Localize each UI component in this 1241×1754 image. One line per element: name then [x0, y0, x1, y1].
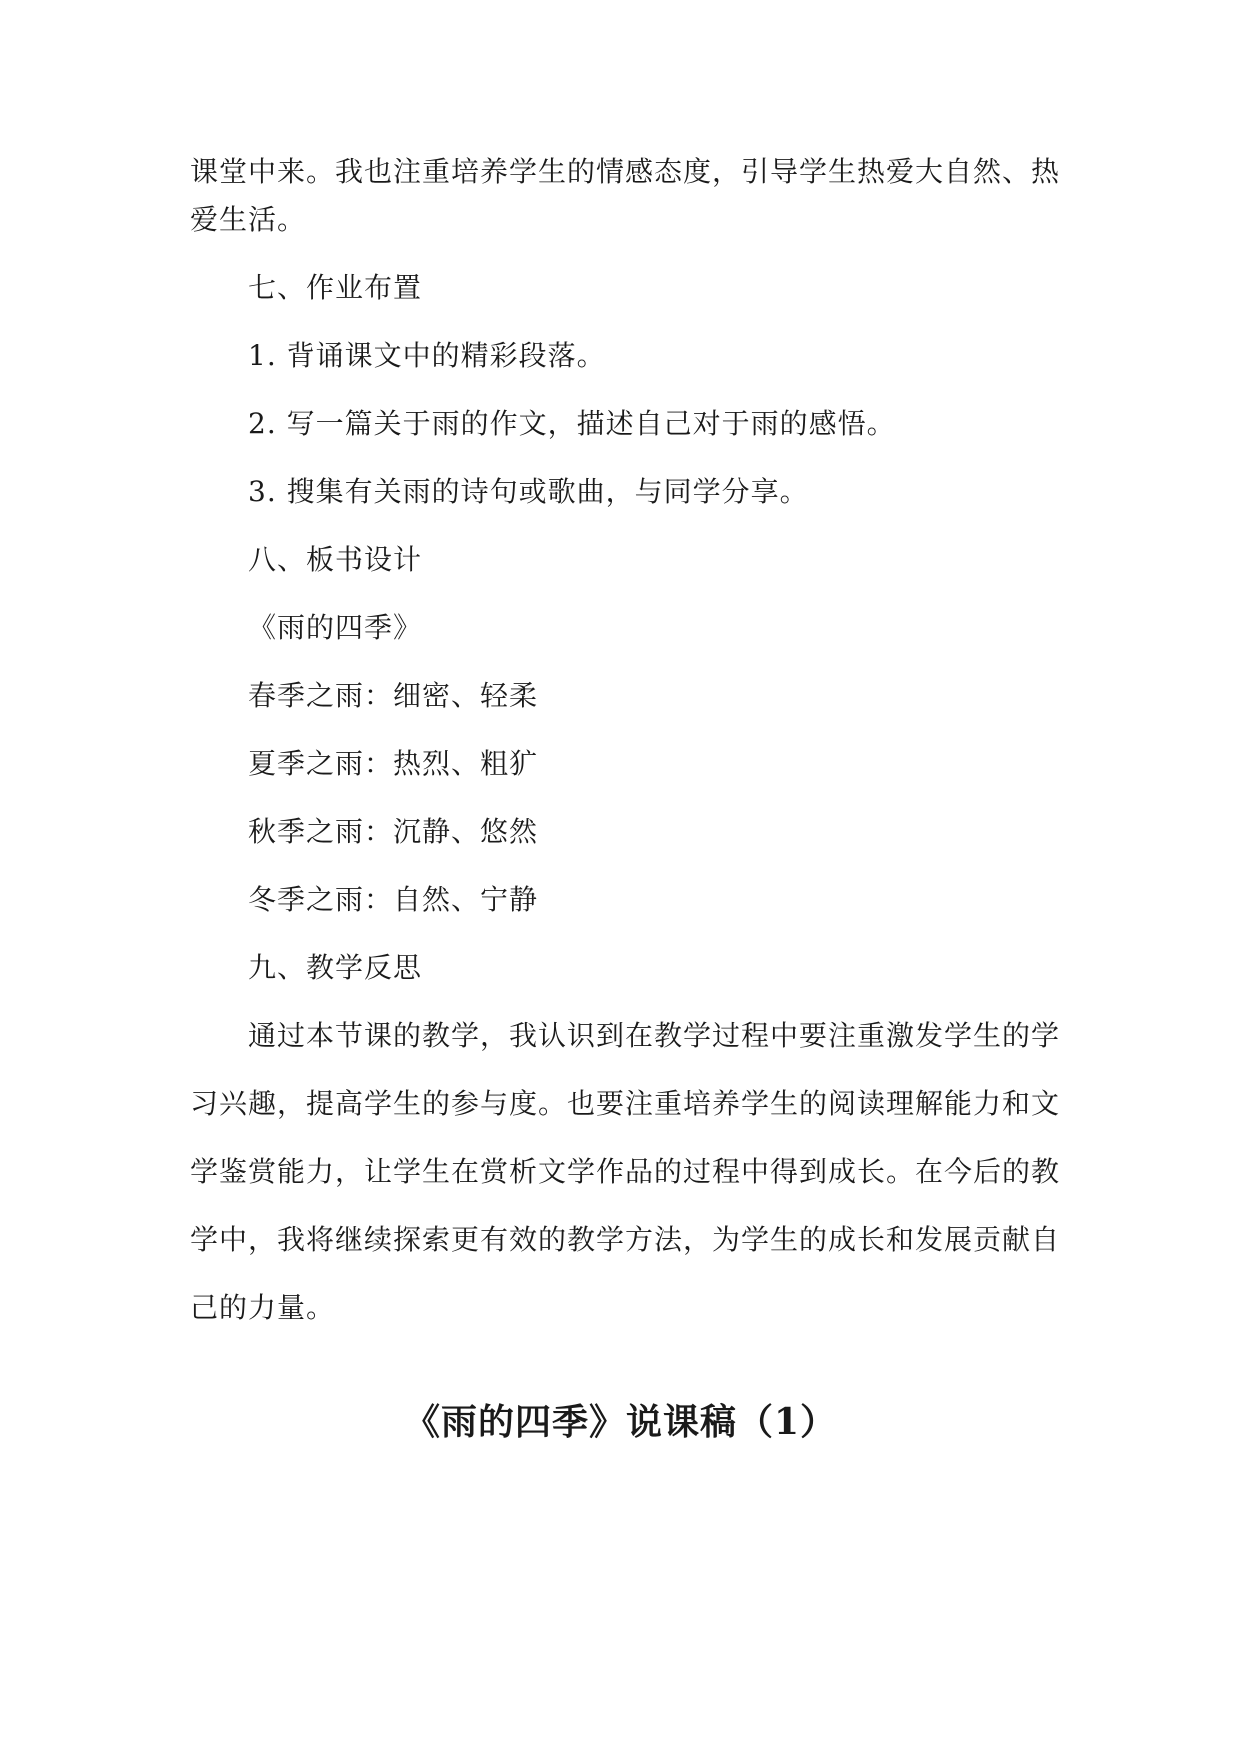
list-item: 3. 搜集有关雨的诗句或歌曲，与同学分享。 [248, 475, 809, 508]
list-item: 1. 背诵课文中的精彩段落。 [248, 339, 606, 372]
section-heading-reflection: 九、教学反思 [248, 951, 423, 984]
paragraph-line: 己的力量。 [190, 1291, 336, 1324]
paragraph-line: 爱生活。 [190, 203, 307, 236]
paragraph-line: 学中，我将继续探索更有效的教学方法，为学生的成长和发展贡献自 [190, 1223, 1061, 1256]
document-title: 《雨的四季》说课稿（1） [403, 1401, 838, 1443]
section-heading-homework: 七、作业布置 [248, 271, 423, 304]
list-item: 2. 写一篇关于雨的作文，描述自己对于雨的感悟。 [248, 407, 896, 440]
paragraph-line: 课堂中来。我也注重培养学生的情感态度，引导学生热爱大自然、热 [190, 155, 1061, 188]
paragraph-line: 通过本节课的教学，我认识到在教学过程中要注重激发学生的学 [248, 1019, 1061, 1052]
paragraph-line: 习兴趣，提高学生的参与度。也要注重培养学生的阅读理解能力和文 [190, 1087, 1061, 1120]
board-line: 春季之雨：细密、轻柔 [248, 679, 539, 712]
board-line: 夏季之雨：热烈、粗犷 [248, 747, 539, 780]
board-title: 《雨的四季》 [248, 611, 423, 644]
paragraph-line: 学鉴赏能力，让学生在赏析文学作品的过程中得到成长。在今后的教 [190, 1155, 1061, 1188]
board-line: 秋季之雨：沉静、悠然 [248, 815, 539, 848]
section-heading-board: 八、板书设计 [248, 543, 423, 576]
board-line: 冬季之雨：自然、宁静 [248, 883, 539, 916]
